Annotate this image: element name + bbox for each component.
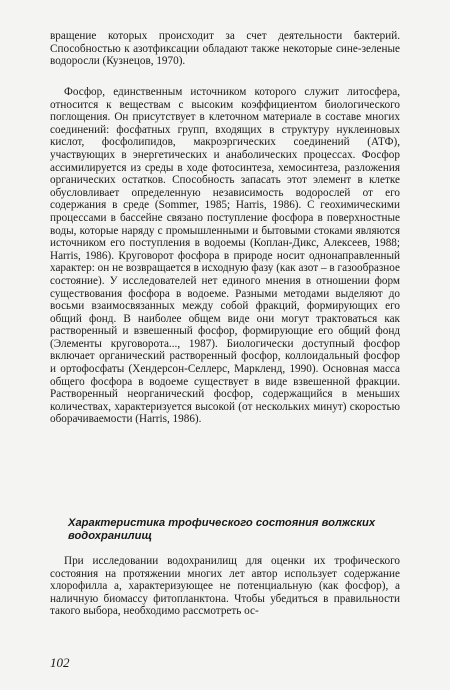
paragraph-continuation: вращение которых происходит за счет деятельности бактерий. Способностью к азотфиксации обладают также некоторые сине-зеленые водоросли (Кузнецов, 1970). [50, 30, 400, 68]
section-heading: Характеристика трофического состояния волжских водохранилищ [68, 517, 376, 542]
paragraph-phosphorus: Фосфор, единственным источником которого служит литосфера, относится к веществам с высоким коэффициентом биологического поглощения. Он присутствует в клеточном материале в составе многих соединений: фосфатных групп, входящих в структуру нуклеиновых кислот, фосфолипидов, макроэргических соединений (АТФ), участвующих в энергетических и анаболических процессах. Фосфор ассимилируется из среды в ходе фотосинтеза, хемосинтеза, разложения органических остатков. Способность запасать этот элемент в клетке обусловливает определенную независимость водорослей от его содержания в среде (Sommer, 1985; Harris, 1986). С геохимическими процессами в бассейне связано поступление фосфора в поверхностные воды, которые наряду с промышленными и бытовыми стоками являются источником его поступления в водоемы (Коплан-Дикс, Алексеев, 1988; Harris, 1986). Круговорот фосфора в природе носит однонаправленный характер: он не возвращается в исходную фазу (как азот – в газообразное состояние). У исследователей нет единого мнения в отношении форм существования фосфора в водоеме. Разными методами выделяют до восьми взаимосвязанных между собой фракций, формирующих его общий фонд. В наиболее общем виде они могут трактоваться как растворенный и взвешенный фосфор, формирующие его общий фонд (Элементы круговорота..., 1987). Биологически доступный фосфор включает органический растворенный фосфор, коллоидальный фосфор и ортофосфаты (Хендерсон-Селлерс, Маркленд, 1990). Основная масса общего фосфора в водоеме существует в виде взвешенной фракции. Растворенный неорганический фосфор, содержащийся в меньших количествах, характеризуется высокой (от нескольких минут) скоростью оборачиваемости (Harris, 1986). [50, 86, 400, 426]
paragraph-trophic-assessment: При исследовании водохранилищ для оценки их трофического состояния на протяжении многих лет автор использует содержание хлорофилла a, характеризующее не потенциальную (как фосфор), а наличную биомассу фитопланктона. Чтобы убедиться в правильности такого выбора, необходимо рассмотреть ос- [50, 555, 400, 618]
page-number: 102 [50, 655, 70, 670]
